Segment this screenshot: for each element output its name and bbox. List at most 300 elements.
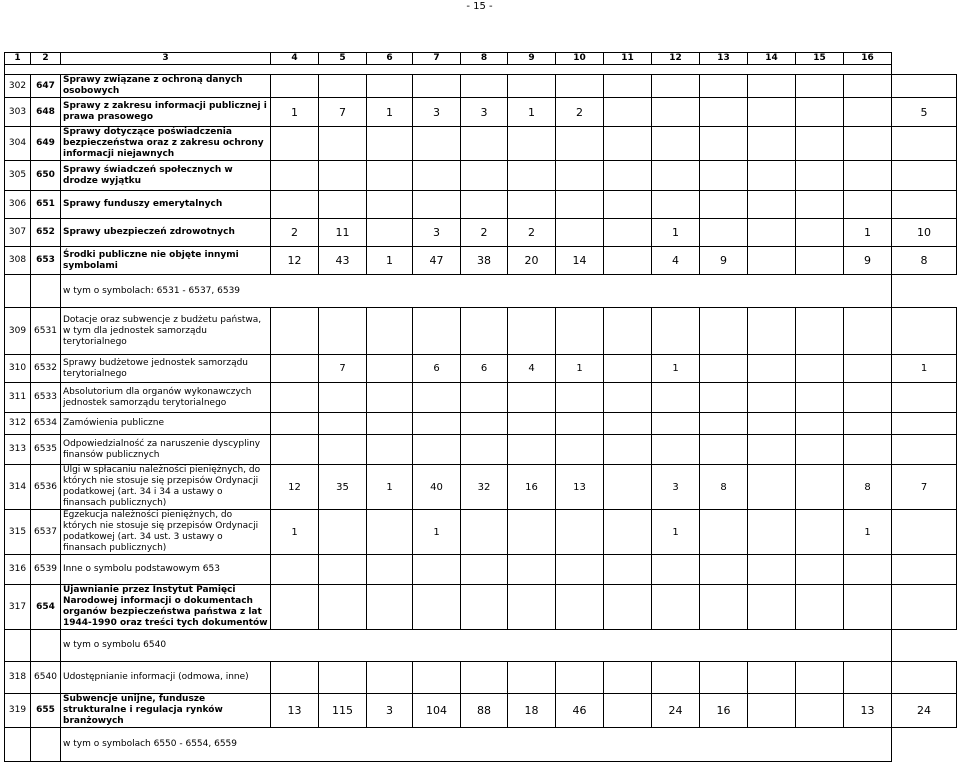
value-cell [413,585,461,630]
value-cell [796,219,844,247]
row-description: Odpowiedzialność za naruszenie dyscypliny finansów publicznych [61,435,271,465]
value-cell [319,662,367,694]
value-cell [844,161,892,191]
value-cell [271,585,319,630]
value-cell [604,413,652,435]
column-header: 11 [604,53,652,65]
value-cell [413,555,461,585]
value-cell: 2 [508,219,556,247]
value-cell: 6 [461,355,508,383]
row-id: 314 [5,465,31,510]
value-cell: 104 [413,694,461,728]
value-cell [508,308,556,355]
value-cell [367,161,413,191]
value-cell: 13 [844,694,892,728]
value-cell [652,308,700,355]
value-cell [367,585,413,630]
column-header: 1 [5,53,31,65]
row-code: 6536 [31,465,61,510]
value-cell [604,555,652,585]
value-cell [461,413,508,435]
row-id: 305 [5,161,31,191]
value-cell [604,355,652,383]
value-cell [796,355,844,383]
value-cell: 1 [652,355,700,383]
value-cell [508,662,556,694]
value-cell: 1 [844,510,892,555]
row-id: 310 [5,355,31,383]
table-row [5,219,957,247]
value-cell: 2 [271,219,319,247]
value-cell [367,510,413,555]
value-cell [508,435,556,465]
value-cell [844,191,892,219]
value-cell [556,75,604,98]
value-cell [604,247,652,275]
row-code [31,728,61,762]
value-cell [796,662,844,694]
value-cell: 3 [413,98,461,127]
table-row [5,728,957,762]
value-cell [367,75,413,98]
row-code: 651 [31,191,61,219]
value-cell [892,413,957,435]
value-cell: 1 [508,98,556,127]
row-id [5,630,31,662]
value-cell [413,127,461,161]
value-cell [319,191,367,219]
value-cell [271,383,319,413]
value-cell: 1 [844,219,892,247]
row-code: 6534 [31,413,61,435]
column-header: 5 [319,53,367,65]
row-id: 306 [5,191,31,219]
table-row [5,585,957,630]
value-cell: 16 [508,465,556,510]
value-cell [700,308,748,355]
value-cell [652,383,700,413]
value-cell [796,413,844,435]
value-cell [796,555,844,585]
value-cell [700,161,748,191]
value-cell [748,510,796,555]
row-description: Egzekucja należności pieniężnych, do których nie stosuje się przepisów Ordynacji podatkowej (art. 34 ust. 3 ustawy o finansach publicznych) [61,510,271,555]
value-cell [319,555,367,585]
value-cell: 24 [652,694,700,728]
row-description: Absolutorium dla organów wykonawczych jednostek samorządu terytorialnego [61,383,271,413]
value-cell [748,247,796,275]
row-id: 311 [5,383,31,413]
value-cell [892,662,957,694]
value-cell [700,662,748,694]
value-cell: 88 [461,694,508,728]
value-cell [748,694,796,728]
row-code: 6533 [31,383,61,413]
value-cell [556,127,604,161]
value-cell: 13 [556,465,604,510]
spacer-row [5,65,957,75]
value-cell [892,435,957,465]
row-id [5,275,31,308]
table-row [5,383,957,413]
value-cell [748,219,796,247]
value-cell [652,585,700,630]
value-cell [652,662,700,694]
value-cell [604,219,652,247]
column-header: 12 [652,53,700,65]
value-cell [700,413,748,435]
value-cell [796,465,844,510]
value-cell [367,191,413,219]
row-id: 309 [5,308,31,355]
value-cell [700,75,748,98]
value-cell [748,413,796,435]
table-row [5,555,957,585]
value-cell [892,161,957,191]
row-description: Sprawy dotyczące poświadczenia bezpieczeństwa oraz z zakresu ochrony informacji niejawnych [61,127,271,161]
value-cell [844,355,892,383]
row-description: Subwencje unijne, fundusze strukturalne i regulacja rynków branżowych [61,694,271,728]
column-header: 16 [844,53,892,65]
value-cell: 9 [844,247,892,275]
value-cell [461,308,508,355]
value-cell [461,75,508,98]
value-cell [556,662,604,694]
value-cell: 6 [413,355,461,383]
value-cell [319,413,367,435]
row-description: Inne o symbolu podstawowym 653 [61,555,271,585]
column-header: 6 [367,53,413,65]
value-cell [271,355,319,383]
value-cell: 3 [461,98,508,127]
row-code: 650 [31,161,61,191]
value-cell [367,555,413,585]
value-cell [700,127,748,161]
value-cell [748,98,796,127]
value-cell: 4 [652,247,700,275]
row-description: Sprawy funduszy emerytalnych [61,191,271,219]
value-cell [461,191,508,219]
value-cell [319,308,367,355]
value-cell: 1 [367,465,413,510]
value-cell [892,510,957,555]
row-id: 304 [5,127,31,161]
value-cell [319,161,367,191]
value-cell [413,191,461,219]
header-row [5,53,957,65]
row-code: 654 [31,585,61,630]
value-cell: 16 [700,694,748,728]
value-cell [796,585,844,630]
value-cell [413,308,461,355]
table-row [5,308,957,355]
value-cell [604,161,652,191]
value-cell [748,355,796,383]
value-cell: 12 [271,247,319,275]
value-cell [461,383,508,413]
table-row [5,75,957,98]
value-cell [508,191,556,219]
row-description: Dotacje oraz subwencje z budżetu państwa, w tym dla jednostek samorządu terytorialnego [61,308,271,355]
value-cell [892,75,957,98]
row-id: 308 [5,247,31,275]
value-cell [748,75,796,98]
row-description: Ujawnianie przez Instytut Pamięci Narodowej informacji o dokumentach organów bezpieczeństwa państwa z lat 1944-1990 oraz treści tych dokumentów [61,585,271,630]
value-cell [844,435,892,465]
column-header: 7 [413,53,461,65]
value-cell [748,585,796,630]
table-row [5,510,957,555]
statistics-table [4,52,957,762]
value-cell [508,383,556,413]
row-id: 316 [5,555,31,585]
column-header: 10 [556,53,604,65]
value-cell: 1 [652,219,700,247]
value-cell: 32 [461,465,508,510]
value-cell [892,585,957,630]
value-cell: 3 [413,219,461,247]
value-cell [844,662,892,694]
value-cell [367,383,413,413]
value-cell [796,694,844,728]
value-cell [461,435,508,465]
value-cell [367,413,413,435]
row-description: Sprawy budżetowe jednostek samorządu terytorialnego [61,355,271,383]
value-cell [461,662,508,694]
value-cell [892,555,957,585]
value-cell [796,308,844,355]
column-header: 4 [271,53,319,65]
value-cell [748,161,796,191]
value-cell [700,191,748,219]
value-cell: 12 [271,465,319,510]
value-cell [271,435,319,465]
row-code: 652 [31,219,61,247]
value-cell [652,98,700,127]
value-cell [604,383,652,413]
value-cell [367,662,413,694]
value-cell [604,510,652,555]
column-header: 13 [700,53,748,65]
value-cell [319,510,367,555]
value-cell [604,191,652,219]
value-cell [844,555,892,585]
table-row [5,247,957,275]
row-code: 6539 [31,555,61,585]
value-cell [844,413,892,435]
value-cell [508,127,556,161]
value-cell: 7 [892,465,957,510]
value-cell [700,555,748,585]
table-row [5,98,957,127]
value-cell [319,75,367,98]
value-cell [271,662,319,694]
value-cell [556,191,604,219]
value-cell [796,247,844,275]
value-cell: 47 [413,247,461,275]
value-cell [748,435,796,465]
value-cell [652,555,700,585]
column-header: 2 [31,53,61,65]
value-cell [461,585,508,630]
value-cell [556,219,604,247]
column-header: 14 [748,53,796,65]
value-cell [700,435,748,465]
value-cell: 20 [508,247,556,275]
value-cell [367,308,413,355]
value-cell [508,75,556,98]
value-cell [700,383,748,413]
value-cell: 1 [271,98,319,127]
value-cell [892,127,957,161]
value-cell: 1 [367,247,413,275]
row-id: 319 [5,694,31,728]
value-cell [413,413,461,435]
table-row [5,662,957,694]
value-cell: 10 [892,219,957,247]
subheading: w tym o symbolach 6550 - 6554, 6559 [61,728,892,762]
value-cell: 7 [319,98,367,127]
value-cell [844,127,892,161]
value-cell [844,585,892,630]
subheading: w tym o symbolach: 6531 - 6537, 6539 [61,275,892,308]
value-cell [604,308,652,355]
value-cell [271,555,319,585]
value-cell [652,161,700,191]
row-id: 312 [5,413,31,435]
row-id: 302 [5,75,31,98]
value-cell [844,308,892,355]
value-cell [556,585,604,630]
column-header: 15 [796,53,844,65]
value-cell [413,435,461,465]
subheading: w tym o symbolu 6540 [61,630,892,662]
row-code: 6537 [31,510,61,555]
row-description: Środki publiczne nie objęte innymi symbolami [61,247,271,275]
value-cell [508,555,556,585]
value-cell [556,413,604,435]
value-cell [508,585,556,630]
value-cell: 35 [319,465,367,510]
row-id: 303 [5,98,31,127]
value-cell: 8 [700,465,748,510]
value-cell [748,127,796,161]
value-cell [652,413,700,435]
row-description: Sprawy z zakresu informacji publicznej i prawa prasowego [61,98,271,127]
value-cell [319,435,367,465]
value-cell [652,191,700,219]
value-cell [700,219,748,247]
value-cell [271,75,319,98]
value-cell [604,694,652,728]
value-cell [844,383,892,413]
value-cell [700,355,748,383]
table-row [5,413,957,435]
row-id: 315 [5,510,31,555]
value-cell [271,161,319,191]
value-cell [892,383,957,413]
value-cell [367,127,413,161]
value-cell: 1 [892,355,957,383]
value-cell [556,308,604,355]
value-cell [461,161,508,191]
value-cell: 14 [556,247,604,275]
value-cell [892,308,957,355]
value-cell: 115 [319,694,367,728]
value-cell [461,510,508,555]
value-cell [413,383,461,413]
value-cell [796,510,844,555]
value-cell [604,585,652,630]
value-cell [796,383,844,413]
value-cell [319,383,367,413]
row-code [31,630,61,662]
row-description: Udostępnianie informacji (odmowa, inne) [61,662,271,694]
value-cell [796,127,844,161]
value-cell [796,191,844,219]
row-code: 6532 [31,355,61,383]
value-cell [748,191,796,219]
value-cell: 8 [844,465,892,510]
value-cell: 40 [413,465,461,510]
value-cell: 13 [271,694,319,728]
value-cell [413,75,461,98]
value-cell [604,662,652,694]
value-cell: 3 [367,694,413,728]
value-cell: 1 [413,510,461,555]
row-description: Sprawy związane z ochroną danych osobowych [61,75,271,98]
value-cell [700,585,748,630]
value-cell [604,75,652,98]
table-row [5,465,957,510]
value-cell: 46 [556,694,604,728]
row-code: 653 [31,247,61,275]
row-code [31,275,61,308]
value-cell [556,435,604,465]
value-cell [367,219,413,247]
value-cell [604,98,652,127]
value-cell [652,75,700,98]
value-cell: 1 [556,355,604,383]
column-header: 8 [461,53,508,65]
value-cell: 43 [319,247,367,275]
value-cell: 1 [652,510,700,555]
table-row [5,694,957,728]
table-row [5,191,957,219]
row-description: Sprawy świadczeń społecznych w drodze wyjątku [61,161,271,191]
column-header: 3 [61,53,271,65]
row-id: 317 [5,585,31,630]
value-cell [367,355,413,383]
value-cell [748,662,796,694]
table-row [5,127,957,161]
value-cell [748,465,796,510]
row-code: 647 [31,75,61,98]
value-cell [844,98,892,127]
table-row [5,435,957,465]
value-cell [652,435,700,465]
value-cell: 24 [892,694,957,728]
value-cell: 1 [271,510,319,555]
value-cell: 1 [367,98,413,127]
row-code: 6535 [31,435,61,465]
value-cell [604,435,652,465]
table-row [5,355,957,383]
value-cell: 9 [700,247,748,275]
row-id [5,728,31,762]
value-cell [461,555,508,585]
page-number: - 15 - [466,1,493,12]
